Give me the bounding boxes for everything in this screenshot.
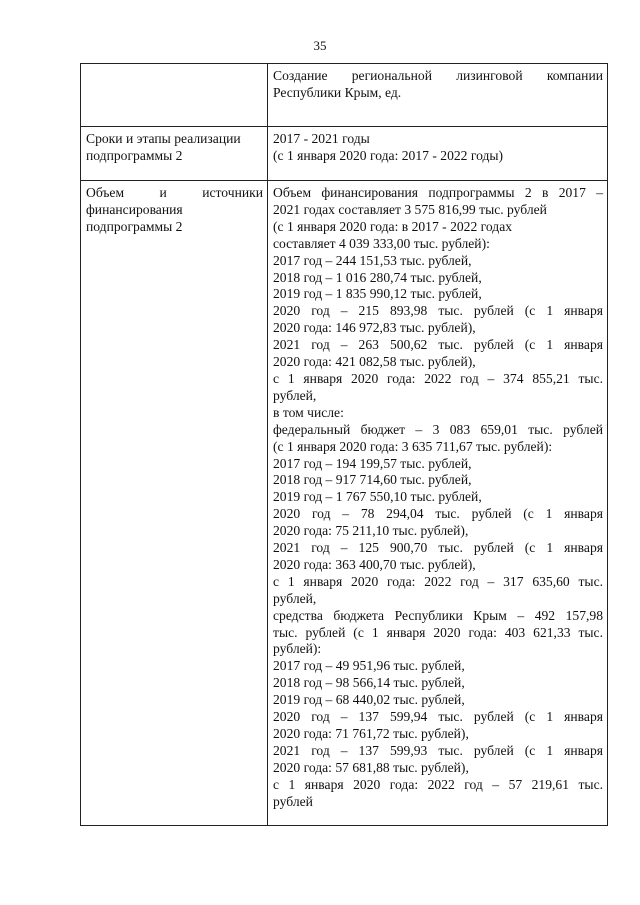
funding-line: в том числе: <box>273 404 344 420</box>
funding-line: средства бюджета Республики Крым – 492 157,98 <box>273 607 603 623</box>
funding-line: рублей): <box>273 641 322 657</box>
funding-line: 2018 год – 98 566,14 тыс. рублей, <box>273 675 465 691</box>
funding-line: рублей, <box>273 590 317 606</box>
funding-line: 2021 год – 137 599,93 тыс. рублей (с 1 января <box>273 742 603 758</box>
funding-line: с 1 января 2020 года: 2022 год – 374 855,21 тыс. <box>273 370 603 386</box>
row3-value-cell <box>268 181 608 826</box>
page-number: 35 <box>313 38 327 53</box>
funding-line: 2018 год – 1 016 280,74 тыс. рублей, <box>273 269 482 285</box>
row3-label-rest: финансирования подпрограммы 2 <box>86 201 183 234</box>
funding-line: 2017 год – 194 199,57 тыс. рублей, <box>273 455 472 471</box>
funding-line: составляет 4 039 333,00 тыс. рублей): <box>273 235 490 251</box>
row1-value-cell <box>268 64 608 127</box>
funding-line: 2020 года: 71 761,72 тыс. рублей), <box>273 726 469 741</box>
table-row <box>81 64 608 127</box>
funding-line: рублей <box>273 793 313 809</box>
funding-line: 2021 год – 263 500,62 тыс. рублей (с 1 января <box>273 337 603 353</box>
label-word: Объем <box>86 185 125 200</box>
funding-line: (с 1 января 2020 года: 3 635 711,67 тыс. рублей): <box>273 438 553 454</box>
subprogram-passport-table <box>80 63 608 826</box>
funding-line: с 1 января 2020 года: 2022 год – 317 635,60 тыс. <box>273 573 603 589</box>
funding-line: 2020 год – 215 893,98 тыс. рублей (с 1 января <box>273 303 603 319</box>
funding-line: 2020 год – 137 599,94 тыс. рублей (с 1 января <box>273 709 603 725</box>
funding-line: федеральный бюджет – 3 083 659,01 тыс. рублей <box>273 421 603 437</box>
label-word: и <box>159 185 167 200</box>
period-line: 2017 - 2021 годы <box>273 131 370 146</box>
funding-line: 2021 годах составляет 3 575 816,99 тыс. рублей <box>273 201 547 217</box>
funding-line: (с 1 января 2020 года: в 2017 - 2022 годах <box>273 218 513 234</box>
funding-line: 2020 года: 421 082,58 тыс. рублей), <box>273 354 476 370</box>
row2-label-cell: Сроки и этапы реализации подпрограммы 2 <box>81 127 268 181</box>
row2-value-cell <box>268 127 608 181</box>
funding-line: 2017 год – 244 151,53 тыс. рублей, <box>273 252 472 268</box>
funding-line: 2020 года: 146 972,83 тыс. рублей), <box>273 320 476 336</box>
funding-line: 2019 год – 1 767 550,10 тыс. рублей, <box>273 489 482 505</box>
funding-line: 2020 года: 75 211,10 тыс. рублей), <box>273 523 469 539</box>
funding-line: Объем финансирования подпрограммы 2 в 2017 – <box>273 185 603 200</box>
row3-label-first-line <box>86 185 263 202</box>
indicator-text: Создание региональной лизинговой компании Республики Крым, ед. <box>273 68 603 100</box>
funding-line: 2020 год – 78 294,04 тыс. рублей (с 1 января <box>273 506 603 522</box>
label-word: источники <box>202 185 263 200</box>
funding-line: рублей, <box>273 387 317 403</box>
funding-line: тыс. рублей (с 1 января 2020 года: 403 621,33 тыс. <box>273 624 603 640</box>
funding-line: 2020 года: 363 400,70 тыс. рублей), <box>273 556 476 572</box>
row3-label-cell <box>81 181 268 826</box>
table-row <box>81 127 608 181</box>
table-row <box>81 181 608 826</box>
period-line: (с 1 января 2020 года: 2017 - 2022 годы) <box>273 147 504 163</box>
funding-line: 2018 год – 917 714,60 тыс. рублей, <box>273 472 472 488</box>
funding-line: 2017 год – 49 951,96 тыс. рублей, <box>273 658 465 674</box>
funding-line: 2019 год – 1 835 990,12 тыс. рублей, <box>273 286 482 302</box>
row1-label-cell <box>81 64 268 127</box>
funding-line: с 1 января 2020 года: 2022 год – 57 219,61 тыс. <box>273 776 603 792</box>
funding-line: 2019 год – 68 440,02 тыс. рублей, <box>273 692 465 708</box>
funding-line: 2020 года: 57 681,88 тыс. рублей), <box>273 759 469 775</box>
funding-text <box>273 185 603 811</box>
funding-line: 2021 год – 125 900,70 тыс. рублей (с 1 января <box>273 540 603 556</box>
